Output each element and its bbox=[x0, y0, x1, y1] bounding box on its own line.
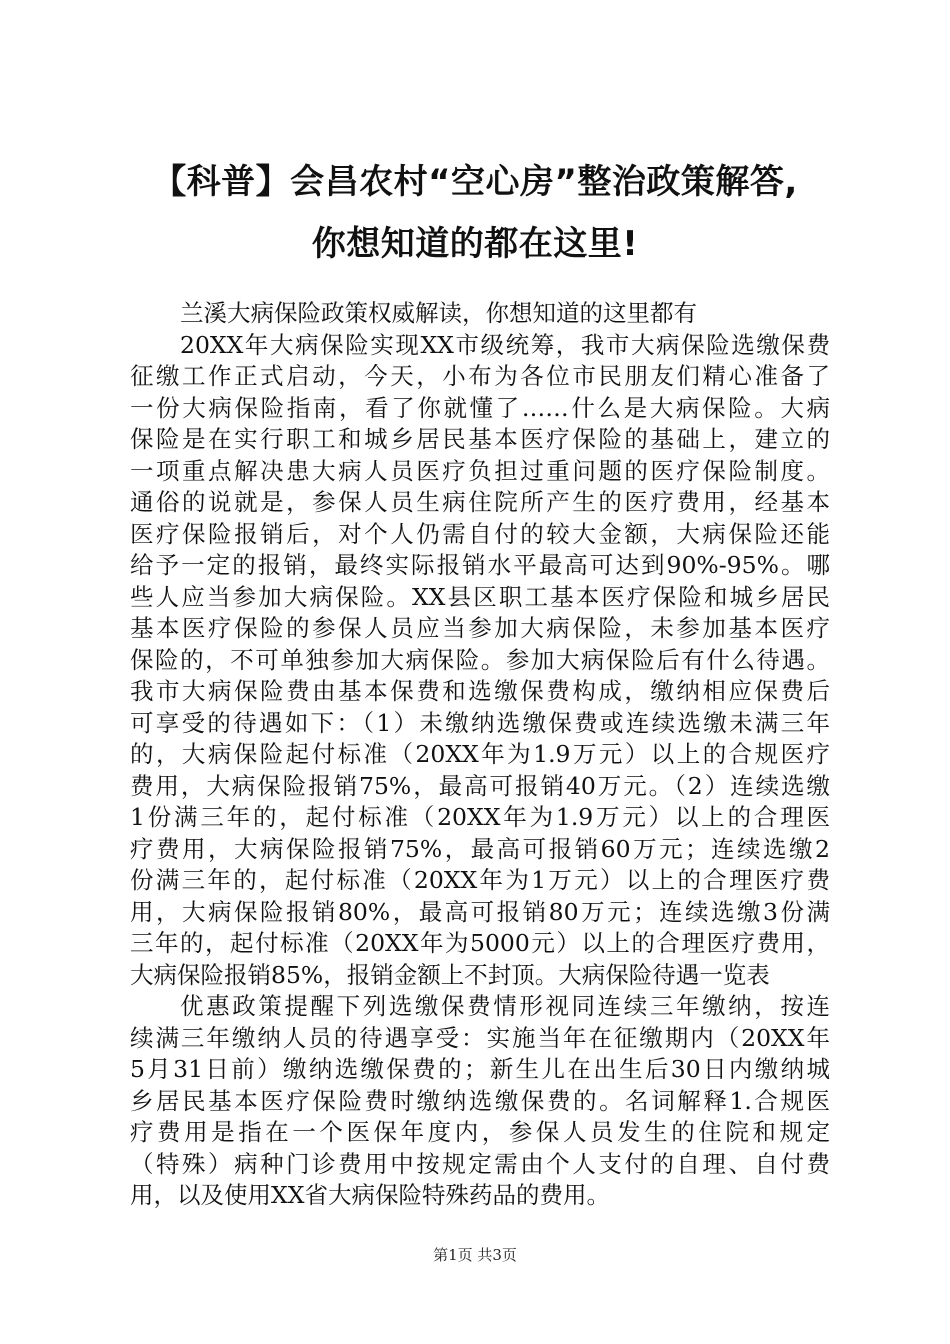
paragraph-2-line: 保险是在实行职工和城乡居民基本医疗保险的基础上，建立的 bbox=[130, 425, 830, 453]
paragraph-2-line: 三年的，起付标准（20XX年为5000元）以上的合理医疗费用， bbox=[130, 929, 830, 957]
paragraph-2-line: 给予一定的报销，最终实际报销水平最高可达到90%-95%。哪 bbox=[130, 551, 830, 579]
paragraph-3-line: 乡居民基本医疗保险费时缴纳选缴保费的。名词解释1.合规医 bbox=[130, 1086, 830, 1115]
paragraph-3-line: 5月31日前）缴纳选缴保费的；新生儿在出生后30日内缴纳城 bbox=[130, 1055, 830, 1083]
paragraph-2-line: 保险的，不可单独参加大病保险。参加大病保险后有什么待遇。 bbox=[130, 645, 830, 674]
paragraph-3-line: 续满三年缴纳人员的待遇享受：实施当年在征缴期内（20XX年 bbox=[130, 1023, 830, 1052]
document-body bbox=[130, 298, 830, 1212]
paragraph-2-line: 疗费用，大病保险报销75%，最高可报销60万元；连续选缴2 bbox=[130, 834, 830, 863]
paragraph-2-line: 我市大病保险费由基本保费和选缴保费构成，缴纳相应保费后 bbox=[130, 677, 830, 705]
paragraph-2-line: 医疗保险报销后，对个人仍需自付的较大金额，大病保险还能 bbox=[130, 519, 830, 548]
paragraph-3-line: 用，以及使用XX省大病保险特殊药品的费用。 bbox=[130, 1181, 610, 1209]
paragraph-2-line: 可享受的待遇如下：（1）未缴纳选缴保费或连续选缴未满三年 bbox=[130, 708, 830, 737]
paragraph-2-line: 些人应当参加大病保险。XX县区职工基本医疗保险和城乡居民 bbox=[130, 582, 830, 611]
paragraph-3-line: 疗费用是指在一个医保年度内，参保人员发生的住院和规定 bbox=[130, 1118, 830, 1146]
paragraph-3-line: （特殊）病种门诊费用中按规定需由个人支付的自理、自付费 bbox=[130, 1149, 830, 1178]
paragraph-2-line: 基本医疗保险的参保人员应当参加大病保险，未参加基本医疗 bbox=[130, 614, 830, 642]
paragraph-2-line: 大病保险报销85%，报销金额上不封顶。大病保险待遇一览表 bbox=[130, 960, 770, 989]
paragraph-2-line: 通俗的说就是，参保人员生病住院所产生的医疗费用，经基本 bbox=[130, 488, 830, 516]
paragraph-2-line: 份满三年的，起付标准（20XX年为1万元）以上的合理医疗费 bbox=[130, 866, 830, 894]
paragraph-1-line: 兰溪大病保险政策权威解读，你想知道的这里都有 bbox=[180, 299, 697, 327]
paragraph-2-line: 1份满三年的，起付标准（20XX年为1.9万元）以上的合理医 bbox=[130, 803, 830, 831]
paragraph-2-line: 费用，大病保险报销75%，最高可报销40万元。（2）连续选缴 bbox=[130, 771, 830, 800]
document-title-line-1: 【科普】会昌农村“空心房”整治政策解答, bbox=[152, 162, 798, 202]
paragraph-2-line: 20XX年大病保险实现XX市级统筹，我市大病保险选缴保费 bbox=[180, 330, 830, 359]
document-title-line-2: 你想知道的都在这里! bbox=[311, 224, 639, 264]
paragraph-2-line: 用，大病保险报销80%，最高可报销80万元；连续选缴3份满 bbox=[130, 897, 830, 926]
page-footer: 第1页 共3页 bbox=[433, 1246, 517, 1264]
paragraph-3-line: 优惠政策提醒下列选缴保费情形视同连续三年缴纳，按连 bbox=[180, 992, 830, 1020]
paragraph-2-line: 征缴工作正式启动，今天，小布为各位市民朋友们精心准备了 bbox=[130, 362, 830, 390]
paragraph-2-line: 一份大病保险指南，看了你就懂了……什么是大病保险。大病 bbox=[130, 393, 830, 422]
paragraph-2-line: 的，大病保险起付标准（20XX年为1.9万元）以上的合规医疗 bbox=[130, 740, 830, 768]
paragraph-2-line: 一项重点解决患大病人员医疗负担过重问题的医疗保险制度。 bbox=[130, 456, 830, 485]
